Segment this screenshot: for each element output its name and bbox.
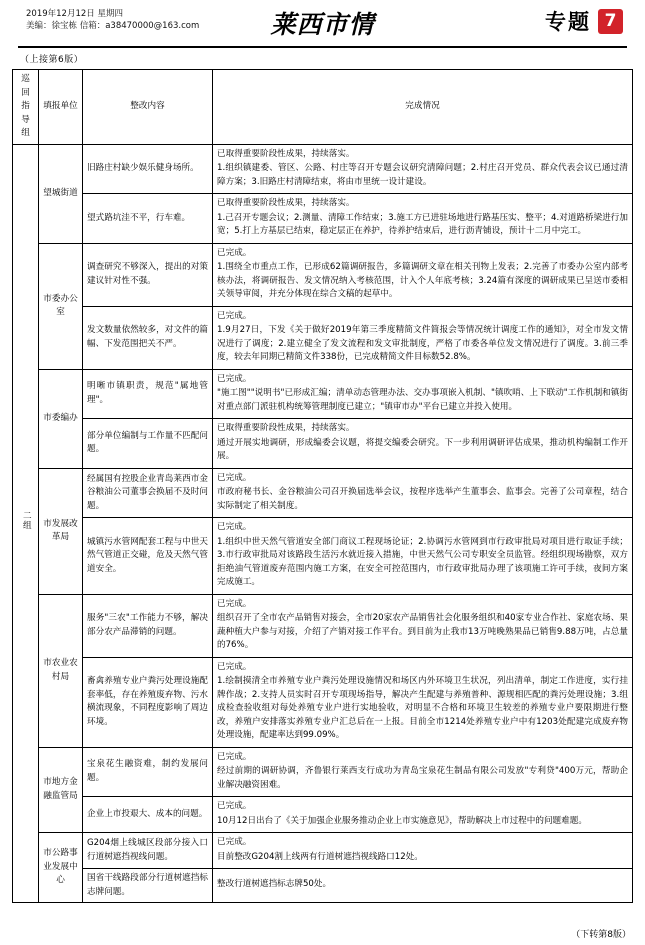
completion-detail: 1.己召开专题会议；2.测量、清障工作结束；3.施工方已进驻场地进行路基压实、整平；4.对道路桥梁进行加宽；5.打上方基层已结束，稳定层正在养护，待养护结束后，进行沥青铺设，预计十二月中完工。: [217, 212, 628, 236]
completion-status-cell: [213, 657, 633, 747]
completion-flag: 已完成。: [217, 310, 252, 321]
rectification-item-cell: 调查研究不够深入，提出的对策建议针对性不强。: [83, 243, 213, 306]
completion-flag: 已完成。: [217, 751, 252, 762]
completion-status-cell: [213, 833, 633, 869]
completion-detail: 1.围绕全市重点工作，已形成62篇调研报告，多篇调研文章在相关刊物上发表；2.完善了市委办公室内部考核办法，将调研报告、发文情况纳入考核范围，计入个人年底考核；3.24篇有深度的调研成果已呈送市委相关领导审阅，并充分体现在综合文稿的起草中。: [217, 262, 628, 299]
paper-title: 莱西市情: [270, 10, 375, 39]
completion-status-cell: [213, 594, 633, 657]
completion-status-cell: [213, 797, 633, 833]
table-row: [13, 869, 633, 903]
header-status: 完成情况: [213, 70, 633, 145]
table-row: [13, 306, 633, 369]
completion-detail: 通过开展实地调研，形成编委会议题，将提交编委会研究。下一步利用调研评估成果，推动机构编制工作开展。: [217, 437, 628, 461]
rectification-item-cell: 经属国有控股企业青岛莱西市金谷粮油公司董事会换届不及时问题。: [83, 468, 213, 518]
table-row: [13, 594, 633, 657]
header-group: 巡回指导组: [13, 70, 39, 145]
completion-detail: 1.9月27日，下发《关于做好2019年第三季度精简文件简报会等情况统计调度工作的通知》，对全市发文情况进行了调度；2.建立健全了发文流程和发文审批制度，严格了市委各单位发文情况进行了调度。3.前三季度，较去年同期已精简文件338份，已完成精简文件目标数52.8%。: [217, 325, 628, 362]
rectification-item-cell: 畜禽养殖专业户粪污处理设施配套率低，存在养殖废弃物、污水横流现象，不同程度影响了周边环境。: [83, 657, 213, 747]
completion-flag: 已完成。: [217, 837, 252, 847]
table-row: [13, 144, 633, 194]
rectification-item-cell: 旧路庄村缺少娱乐健身场所。: [83, 144, 213, 194]
unit-cell: 市委办公室: [39, 243, 83, 369]
rectification-item-cell: 城镇污水管网配套工程与中世天然气管道正交碰，危及天然气管道安全。: [83, 518, 213, 595]
completion-flag: 已完成。: [217, 661, 252, 672]
rectification-item-cell: G204烟上线城区段部分接入口行道树遮挡视线问题。: [83, 833, 213, 869]
table-header-row: [13, 70, 633, 145]
completion-status-cell: [213, 369, 633, 419]
section-header: [545, 6, 623, 36]
completion-detail: 1.组织中世天然气管道安全部门商议工程现场论证；2.协调污水管网到市行政审批局对项目进行取证手续；3.市行政审批局对该路段生活污水就近接入措施，中世天然气公司专职安全员监管。经组织现场勘察，双方拒绝油气管道废弃范围内施工方案，在安全可控范围内，市行政审批局办理了该项施工许可手续，夜间方案完成施工。: [217, 536, 628, 587]
table-body: [13, 144, 633, 903]
rectification-item-cell: 发文数量依然较多，对文件的篇幅、下发范围把关不严。: [83, 306, 213, 369]
masthead: [8, 0, 637, 44]
completion-status-cell: [213, 468, 633, 518]
table-row: [13, 194, 633, 244]
table-row: [13, 657, 633, 747]
rectification-table: [12, 69, 633, 903]
completion-flag: 已取得重要阶段性成果，持续落实。: [217, 198, 355, 208]
table-row: [13, 369, 633, 419]
rectification-item-cell: 部分单位编制与工作量不匹配问题。: [83, 419, 213, 469]
completion-flag: 已完成。: [217, 373, 252, 384]
completion-flag: 已取得重要阶段性成果，持续落实。: [217, 148, 355, 159]
completion-status-cell: [213, 419, 633, 469]
completion-flag: 整改行道树遮挡标志牌50处。: [217, 879, 332, 890]
completion-flag: 已完成。: [217, 801, 252, 811]
section-label: 专题: [545, 9, 591, 34]
table-row: [13, 243, 633, 306]
completion-detail: 10月12日出台了《关于加强企业服务推动企业上市实施意见》，帮助解决上市过程中的问题难题。: [217, 815, 587, 826]
table-row: [13, 833, 633, 869]
unit-cell: 市发展改革局: [39, 468, 83, 594]
table-row: [13, 747, 633, 797]
header-content: 整改内容: [83, 70, 213, 145]
completion-status-cell: [213, 194, 633, 244]
completion-status-cell: [213, 518, 633, 595]
completion-flag: 已完成。: [217, 522, 252, 532]
unit-cell: 市农业农村局: [39, 594, 83, 747]
completion-detail: 1.绘制摸清全市养殖专业户粪污处理设施情况和场区内外环境卫生状况，列出清单，制定工作进度，实行挂牌作战；2.支持人员实时召开专项现场指导，解决产生配建与养殖普种、源规相匹配的粪污处理设施；3.组成检查验收组对每处养殖专业户进行实地验收，对明显不合格和环境卫生较差的养殖专业户要限期进行整改，养殖户安排落实养殖专业户汇总后在一上报。目前全市1214处养殖专业户中有1203处配建完成废弃物处理设施，配建率达到99.09%。: [217, 676, 628, 740]
continued-to-note: （下转第8版）: [571, 930, 631, 940]
completion-detail: 经过前期的调研协调，齐鲁银行莱西支行成功为青岛宝泉花生制品有限公司发放"专利贷"400万元，帮助企业解决融资困难。: [217, 766, 628, 790]
unit-cell: 市地方金融监管局: [39, 747, 83, 833]
completion-detail: 市政府秘书长、金谷粮油公司召开换届选举会议，按程序选举产生董事会、监事会。完善了公司章程，结合实际制定了相关制度。: [217, 487, 628, 511]
unit-cell: 市委编办: [39, 369, 83, 468]
group-cell: [13, 144, 39, 903]
masthead-date: 2019年12月12日 星期四: [26, 9, 123, 19]
table-row: [13, 518, 633, 595]
completion-status-cell: [213, 869, 633, 903]
completion-flag: 已完成。: [217, 472, 252, 483]
completion-flag: 已完成。: [217, 247, 252, 258]
completion-flag: 已完成。: [217, 598, 252, 609]
unit-cell: 望城街道: [39, 144, 83, 243]
completion-status-cell: [213, 243, 633, 306]
completion-detail: 1.组织镇建委、管区、公路、村庄等召开专题会议研究清障问题；2.村庄召开党员、群众代表会议已通过清障方案；3.旧路庄村清障结束，将由市里统一设计建设。: [217, 163, 628, 187]
completion-status-cell: [213, 306, 633, 369]
completion-status-cell: [213, 747, 633, 797]
rectification-item-cell: 望式路坑洼不平，行车难。: [83, 194, 213, 244]
completion-status-cell: [213, 144, 633, 194]
masthead-contact: 美编：徐宝栋 信箱：a38470000@163.com: [26, 21, 200, 31]
header-unit: 填报单位: [39, 70, 83, 145]
masthead-divider: [18, 46, 627, 48]
table-row: [13, 468, 633, 518]
table-row: [13, 797, 633, 833]
completion-detail: "施工图""说明书"已形成汇编；清单动态管理办法、交办事项嵌入机制、"镇吹哨、上下联动"工作机制和镇街对重点部门派驻机构统筹管理制度已建立；"镇审市办"平台已建立并投入使用。: [217, 388, 628, 412]
rectification-item-cell: 宝泉花生融资难，制约发展问题。: [83, 747, 213, 797]
rectification-item-cell: 国省干线路段部分行道树遮挡标志牌问题。: [83, 869, 213, 903]
rectification-item-cell: 企业上市投艰大、成本的问题。: [83, 797, 213, 833]
completion-detail: 目前整改G204割上线两有行道树遮挡视线路口12处。: [217, 851, 423, 862]
continued-from-note: （上接第6版）: [20, 55, 84, 65]
unit-cell: 市公路事业发展中心: [39, 833, 83, 903]
page-number-badge: 7: [598, 9, 623, 34]
group-label: 二组: [21, 510, 32, 531]
rectification-item-cell: 明晰市镇职责，规范"属地管理"。: [83, 369, 213, 419]
rectification-item-cell: 服务"三农"工作能力不够，解决部分农产品滞销的问题。: [83, 594, 213, 657]
table-row: [13, 419, 633, 469]
completion-flag: 已取得重要阶段性成果，持续落实。: [217, 423, 355, 433]
completion-detail: 组织召开了全市农产品销售对接会，全市20家农产品销售社会化服务组织和40家专业合作社、家庭农场、果蔬种植大户参与对接，介绍了产销对接工作平台。到目前为止我市13万吨晚熟果品已销售9.88万吨，占总量的76%。: [217, 613, 628, 650]
